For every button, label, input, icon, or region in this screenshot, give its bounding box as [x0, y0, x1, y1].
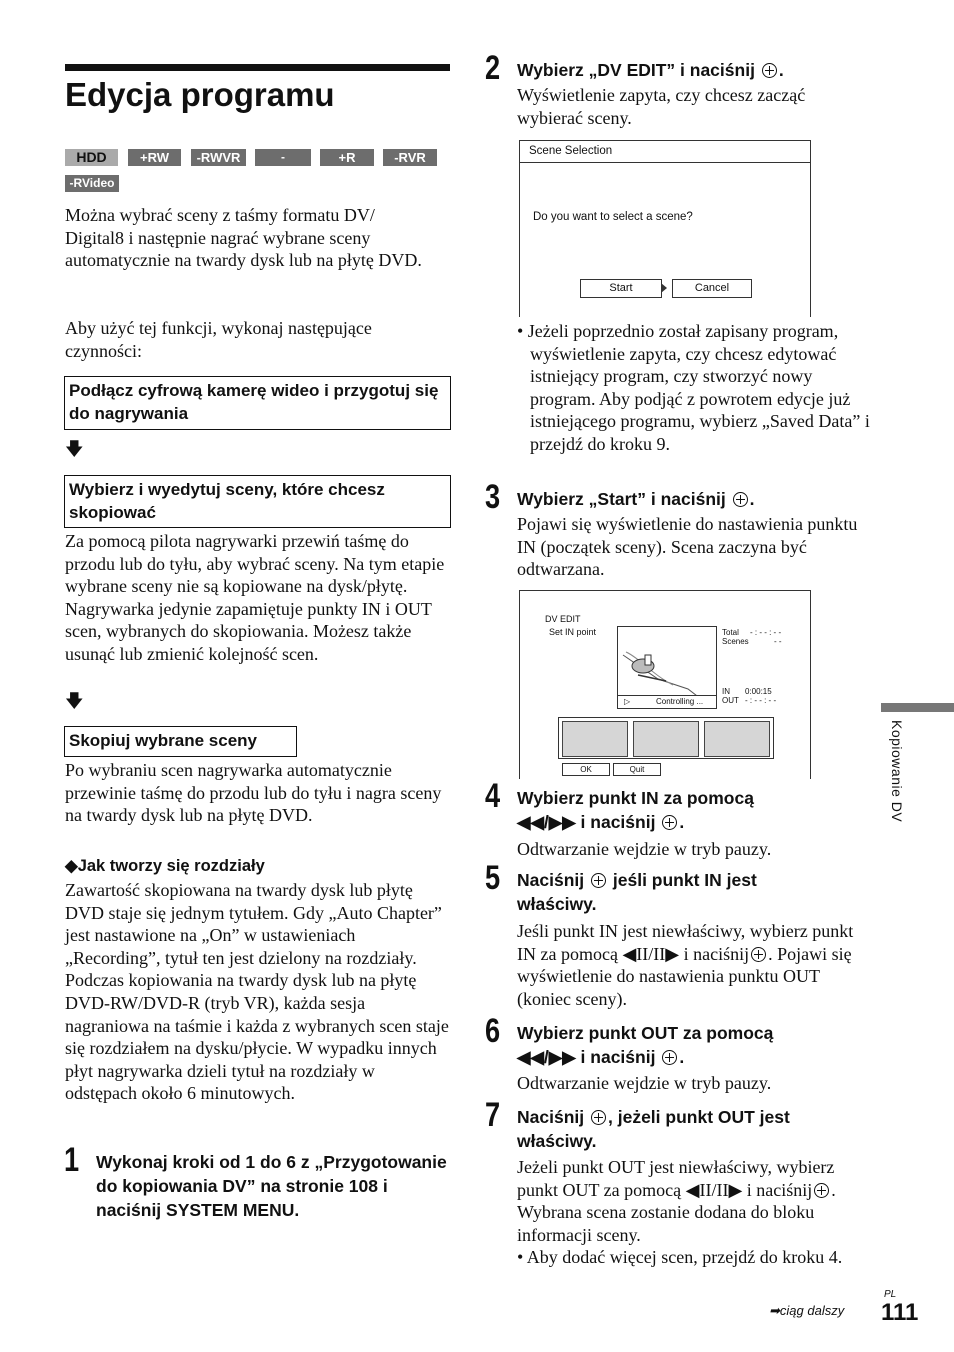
step3-title-end: .: [749, 489, 755, 509]
step4-title: [517, 786, 877, 834]
step3-title: [517, 487, 877, 511]
enter-button-icon: [662, 815, 677, 830]
scene-thumbnail[interactable]: [562, 721, 628, 757]
continued-label: ➡ciąg dalszy: [769, 1303, 845, 1318]
step6-title: [517, 1021, 877, 1069]
step-number: 3: [485, 478, 501, 516]
dv-edit-title: DV EDIT: [545, 614, 581, 624]
step6-title-controls: ◀◀/▶▶ i naciśnij: [517, 1047, 656, 1067]
badge-minus-r-video: -RVideo: [65, 175, 119, 192]
badge-plus-rw: +RW: [128, 149, 181, 166]
step5-text-a: Jeśli punkt IN jest niewłaściwy, wybierz punkt IN za pomocą ◀II/II▶ i naciśnij: [517, 921, 854, 964]
step6-title-end: .: [679, 1047, 685, 1067]
step4-text: Odtwarzanie wejdzie w tryb pauzy.: [517, 839, 772, 859]
quit-button[interactable]: Quit: [613, 763, 661, 776]
step7-title-text: Naciśnij: [517, 1107, 585, 1127]
step7-text-a: Jeżeli punkt OUT jest niewłaściwy, wybierz punkt OUT za pomocą ◀II/II▶ i naciśnij: [517, 1157, 835, 1200]
scene-thumbnail[interactable]: [704, 721, 770, 757]
chapters-text: Zawartość skopiowana na twardy dysk lub płytę DVD staje się jednym tytułem. Gdy „Auto Chapter” jest nastawione na „On” w ustawieniach „Recording”, tytuł ten jest dzielony na rozdziały. Podczas kopiowania na twardy dysk lub na płytę DVD-RW/DVD-R (tryb VR), każda sesja nagraniowa na taśmie i każda z wybranych scen staje się rozdziałem na dysku/płycie. W wypadku innych płyt nagrywarka dzieli tytuł na rozdziały w odstępach około 6 minutowych.: [65, 880, 449, 1104]
enter-button-icon: [762, 63, 777, 78]
step-number: 4: [485, 777, 501, 815]
step6-title-text: Wybierz punkt OUT za pomocą: [517, 1023, 774, 1043]
down-arrow-icon: 🡇: [65, 439, 84, 460]
step2-text: Wyświetlenie zapyta, czy chcesz zacząć wybierać sceny.: [517, 85, 806, 128]
cancel-button[interactable]: Cancel: [672, 279, 752, 298]
step7-title-end: , jeżeli punkt OUT jest właściwy.: [517, 1107, 790, 1151]
page-number: 111: [881, 1299, 919, 1326]
step1-title: Wykonaj kroki od 1 do 6 z „Przygotowanie do kopiowania DV” na stronie 108 i naciśnij SYSTEM MENU.: [96, 1152, 447, 1220]
enter-button-icon: [591, 1110, 606, 1125]
step5-title-end: jeśli punkt IN jest właściwy.: [517, 870, 757, 914]
total-label: Total: [722, 628, 739, 637]
play-icon: ▷: [624, 697, 631, 706]
step2-title-end: .: [778, 60, 784, 80]
step2-title: [517, 58, 877, 82]
section-tab: [881, 703, 954, 712]
step7-title: [517, 1105, 857, 1153]
step-number: 2: [485, 49, 501, 87]
step2-title-text: Wybierz „DV EDIT” i naciśnij: [517, 60, 755, 80]
step-number: 6: [485, 1012, 501, 1050]
step4-title-controls: ◀◀/▶▶ i naciśnij: [517, 812, 656, 832]
badge-hdd: HDD: [65, 149, 118, 166]
step5-text: [517, 920, 872, 1010]
intro-paragraph: Można wybrać sceny z taśmy formatu DV/ Digital8 i następnie nagrać wybrane sceny automatycznie na twardy dysk lub na płytę DVD.: [65, 205, 422, 271]
out-value: - : - - : - -: [745, 696, 777, 705]
step6-text: Odtwarzanie wejdzie w tryb pauzy.: [517, 1073, 772, 1093]
cursor-arrow-icon: [661, 283, 667, 293]
step5-title-text: Naciśnij: [517, 870, 585, 890]
scenes-value: - -: [774, 637, 782, 646]
scene-selection-screen: [519, 140, 811, 317]
step-number: 7: [485, 1096, 501, 1134]
step-number: 1: [64, 1141, 80, 1179]
step4-title-end: .: [679, 812, 685, 832]
scene-strip: [558, 717, 774, 759]
down-arrow-icon: 🡇: [65, 691, 84, 712]
flow-box-copy: Skopiuj wybrane sceny: [64, 726, 297, 757]
flow-text-copy: Po wybraniu scen nagrywarka automatycznie przewinie taśmę do przodu lub do tyłu i nagra sceny na twardy dysk lub na płytę DVD.: [65, 760, 442, 826]
intro-instruction: Aby użyć tej funkcji, wykonaj następujące czynności:: [65, 318, 372, 361]
ok-button[interactable]: OK: [562, 763, 610, 776]
scene-thumbnail[interactable]: [633, 721, 699, 757]
flow-box-connect: Podłącz cyfrową kamerę wideo i przygotuj się do nagrywania: [64, 376, 451, 430]
flow-box-select: Wybierz i wyedytuj sceny, które chcesz skopiować: [64, 475, 451, 528]
chapters-heading: ◆Jak tworzy się rozdziały: [65, 857, 265, 875]
total-value: - : - - : - -: [750, 628, 782, 637]
enter-button-icon: [591, 873, 606, 888]
dv-edit-subtitle: Set IN point: [549, 627, 597, 637]
step7-text-b: .: [831, 1179, 836, 1200]
enter-button-icon: [662, 1050, 677, 1065]
language-code: PL: [884, 1289, 897, 1300]
enter-button-icon: [733, 492, 748, 507]
page-title: Edycja programu: [65, 76, 335, 113]
badge-minus-rw-video: -RWVideo: [256, 150, 310, 181]
step7-note: • Aby dodać więcej scen, przejdź do kroku 4.: [517, 1247, 843, 1268]
flow-text-select: Za pomocą pilota nagrywarki przewiń taśmę do przodu lub do tyłu, aby wybrać sceny. Na tym etapie wybrane sceny nie są kopiowane na dysk/płytę. Nagrywarka jedynie zapamiętuje punkty IN i OUT scen, wybranych do skopiowania. Możesz także usunąć lub zmienić kolejność scen.: [65, 531, 445, 664]
step7-text: [517, 1156, 869, 1269]
step3-title-text: Wybierz „Start” i naciśnij: [517, 489, 726, 509]
screen-header: Scene Selection: [529, 145, 613, 157]
enter-button-icon: [814, 1183, 829, 1198]
step3-text: Pojawi się wyświetlenie do nastawienia punktu IN (początek sceny). Scena zaczyna być odtwarzana.: [517, 514, 858, 580]
step7-text-c: Wybrana scena zostanie dodana do bloku informacji sceny.: [517, 1202, 815, 1245]
controlling-label: Controlling ...: [656, 697, 704, 706]
title-rule: [65, 64, 450, 71]
dv-edit-screen: [519, 590, 811, 779]
step2-note: • Jeżeli poprzednio został zapisany program, wyświetlenie zapyta, czy chcesz edytować istniejący program, czy stworzyć nowy program. Aby podjąć z powrotem edycje już istniejącego programu, wybierz „Saved Data” i przejdź do kroku 9.: [517, 321, 870, 454]
step5-text-b: . Pojawi się wyświetlenie do nastawienia punktu OUT (koniec sceny).: [517, 943, 852, 1009]
badge-plus-r: +R: [320, 149, 374, 166]
badge-minus-rw-vr: -RWVR: [191, 149, 246, 166]
step-number: 5: [485, 859, 501, 897]
badge-minus-r-vr: -RVR: [383, 149, 437, 166]
screen-question: Do you want to select a scene?: [533, 211, 693, 223]
preview-status-bar: [617, 695, 717, 709]
scenes-label: Scenes: [722, 637, 749, 646]
enter-button-icon: [751, 947, 766, 962]
start-button[interactable]: Start: [580, 279, 662, 298]
screen-header-rule: [520, 162, 810, 163]
section-label: Kopiowanie DV: [889, 720, 905, 823]
step5-title: [517, 868, 827, 916]
out-label: OUT: [722, 696, 739, 705]
step4-title-text: Wybierz punkt IN za pomocą: [517, 788, 754, 808]
in-value: 0:00:15: [745, 687, 772, 696]
in-label: IN: [722, 687, 730, 696]
